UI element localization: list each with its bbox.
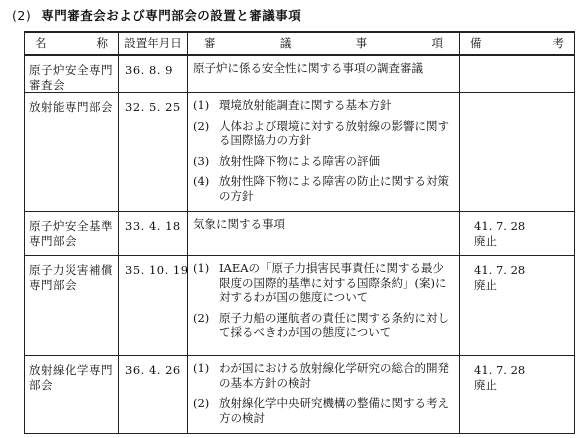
matter-text: 放射性降下物による障害の防止に関する対策の方針 — [219, 174, 449, 203]
committee-name: 原子炉安全基準専門部会 — [25, 212, 119, 256]
matter-text: 環境放射能調査に関する基本方針 — [219, 98, 392, 112]
committee-name: 放射線化学専門部会 — [25, 356, 119, 434]
matter-number: (2) — [193, 396, 210, 410]
table-row — [25, 356, 575, 434]
abolished-label: 廃止 — [474, 377, 497, 392]
col-header-date: 設置年月日 — [119, 32, 188, 55]
matter-number: (2) — [193, 118, 210, 133]
established-date: 35. 10. 19 — [119, 256, 188, 356]
notes-cell — [460, 256, 575, 356]
header-word: 名 — [35, 36, 47, 51]
matter-number: (1) — [193, 98, 210, 112]
matter-item — [193, 174, 455, 203]
matter-number: (1) — [193, 361, 210, 375]
col-header-matters — [188, 32, 460, 55]
matter-item — [193, 261, 455, 305]
abolished-date: 41. 7. 28 — [474, 363, 526, 377]
matter-text: 原子力船の運航者の責任に関する条約に対して採るべきわが国の態度について — [219, 310, 449, 339]
established-date: 32. 5. 25 — [119, 93, 188, 212]
matter-item — [193, 361, 455, 390]
deliberation-matters — [188, 212, 460, 256]
abolished-label: 廃止 — [474, 233, 497, 248]
notes-cell — [460, 356, 575, 434]
section-number: (2) — [12, 8, 32, 23]
table-row — [25, 256, 575, 356]
header-word: 考 — [552, 36, 564, 51]
abolished-date: 41. 7. 28 — [474, 219, 526, 233]
matter-number: (3) — [193, 153, 210, 168]
col-header-name — [25, 32, 119, 55]
header-word: 称 — [96, 36, 108, 51]
header-word: 事 — [355, 36, 368, 51]
committee-table — [24, 31, 575, 434]
header-word: 項 — [431, 36, 443, 51]
notes-cell — [460, 93, 575, 212]
matter-item — [193, 98, 455, 113]
matter-number: (1) — [193, 261, 210, 275]
matter-item — [193, 154, 455, 169]
header-word: 審 — [204, 36, 216, 51]
matter-text: 原子炉に係る安全性に関する事項の調査審議 — [193, 61, 423, 75]
matter-text: 放射線化学中央研究機構の整備に関する考え方の検討 — [219, 396, 449, 425]
matter-number: (2) — [193, 310, 210, 325]
deliberation-matters — [188, 256, 460, 356]
section-heading — [12, 6, 301, 24]
table-header-row — [25, 32, 575, 55]
committee-name: 原子炉安全専門審査会 — [25, 55, 119, 93]
matter-text: 気象に関する事項 — [193, 217, 285, 231]
table-row — [25, 212, 575, 256]
header-word: 備 — [470, 36, 482, 51]
deliberation-matters — [188, 93, 460, 212]
table-row — [25, 93, 575, 212]
matter-item — [193, 396, 455, 425]
notes-cell — [460, 55, 575, 93]
col-header-notes — [460, 32, 575, 55]
committee-name: 放射能専門部会 — [25, 93, 119, 212]
abolished-label: 廃止 — [474, 277, 497, 292]
matter-item — [193, 119, 455, 148]
matter-text: 放射性降下物による障害の評価 — [219, 153, 380, 168]
committee-name: 原子力災害補償専門部会 — [25, 256, 119, 356]
deliberation-matters — [188, 55, 460, 93]
matter-text: 人体および環境に対する放射線の影響に関する国際協力の方針 — [219, 118, 449, 147]
table-row — [25, 55, 575, 93]
section-title: 専門審査会および専門部会の設置と審議事項 — [41, 8, 302, 23]
deliberation-matters — [188, 356, 460, 434]
established-date: 36. 8. 9 — [119, 55, 188, 93]
header-word: 議 — [279, 36, 292, 51]
established-date: 33. 4. 18 — [119, 212, 188, 256]
established-date: 36. 4. 26 — [119, 356, 188, 434]
abolished-date: 41. 7. 28 — [474, 263, 526, 277]
matter-text: IAEAの「原子力損害民事責任に関する最少限度の国際的基準に対する国際条約」(案)に対するわが国の態度について — [219, 261, 447, 304]
matter-item — [193, 311, 455, 340]
notes-cell — [460, 212, 575, 256]
matter-number: (4) — [193, 174, 210, 188]
matter-text: わが国における放射線化学研究の総合的開発の基本方針の検討 — [219, 361, 449, 390]
